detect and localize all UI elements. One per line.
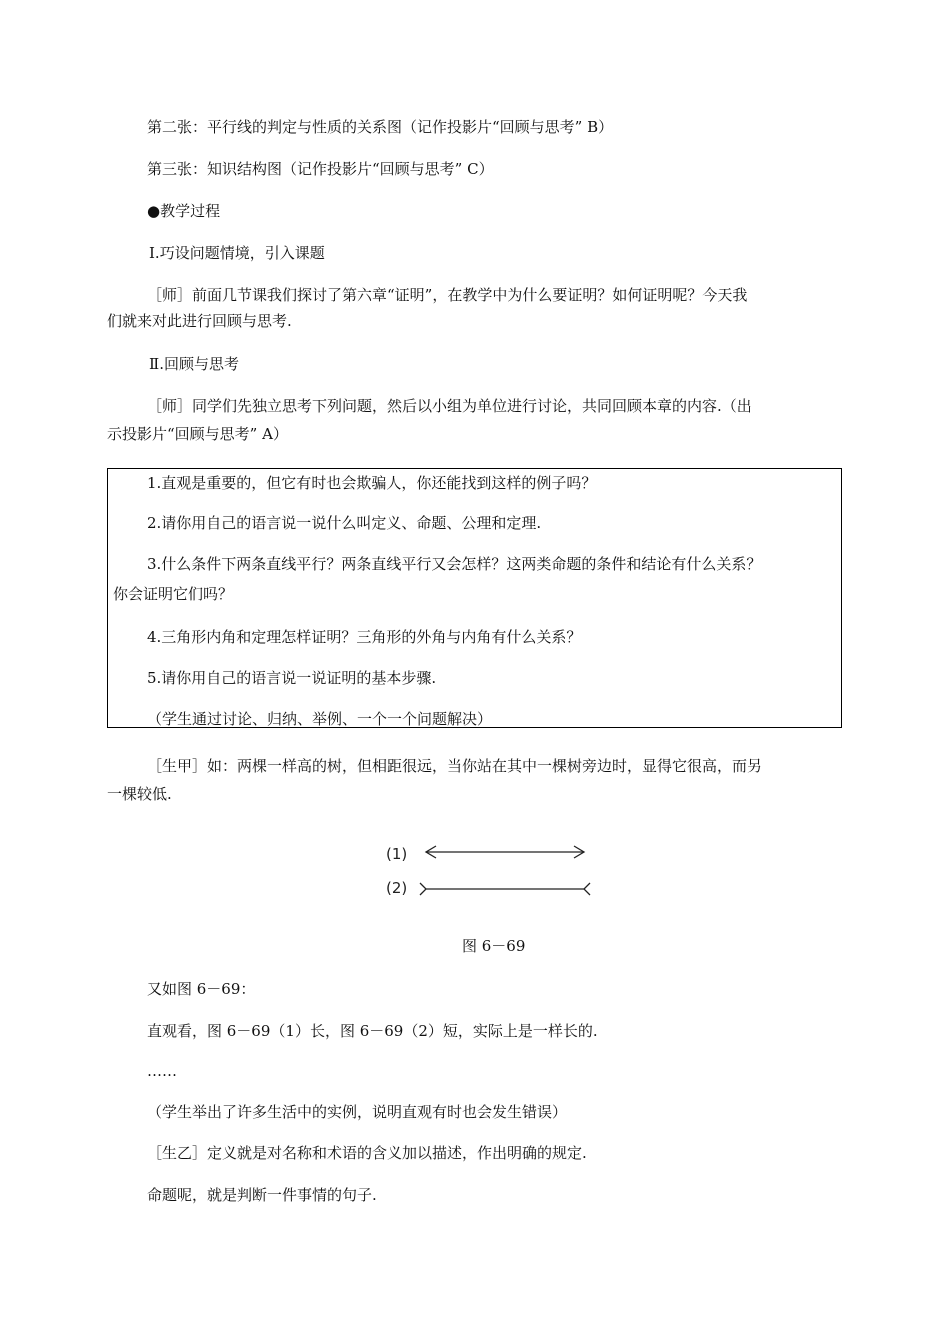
subheading-review: Ⅱ.回顾与思考 bbox=[149, 355, 239, 373]
paragraph-student-a-line1: ［生甲］如：两棵一样高的树，但相距很远，当你站在其中一棵树旁边时，显得它很高，而另 bbox=[147, 757, 763, 775]
paragraph-intuition: 直观看，图 6－69（1）长，图 6－69（2）短，实际上是一样长的. bbox=[147, 1022, 598, 1040]
figure-label-1: (1) bbox=[386, 845, 408, 863]
question-1: 1.直观是重要的，但它有时也会欺骗人，你还能找到这样的例子吗？ bbox=[147, 474, 597, 492]
figure-caption: 图 6－69 bbox=[462, 937, 526, 955]
paragraph-teacher-2-line2: 示投影片“回顾与思考” A） bbox=[107, 425, 288, 443]
line-with-tails bbox=[420, 883, 590, 895]
figure-label-2: (2) bbox=[386, 879, 408, 897]
question-4: 4.三角形内角和定理怎样证明？三角形的外角与内角有什么关系？ bbox=[147, 628, 582, 646]
muller-lyer-figure bbox=[380, 838, 600, 904]
paragraph-teacher-1-line2: 们就来对此进行回顾与思考. bbox=[107, 312, 292, 330]
question-2: 2.请你用自己的语言说一说什么叫定义、命题、公理和定理. bbox=[147, 514, 542, 532]
question-5: 5.请你用自己的语言说一说证明的基本步骤. bbox=[147, 669, 437, 687]
paragraph-see-figure: 又如图 6－69： bbox=[147, 980, 256, 998]
paragraph-student-b: ［生乙］定义就是对名称和术语的含义加以描述，作出明确的规定. bbox=[147, 1144, 587, 1162]
line-with-arrowheads bbox=[426, 846, 584, 858]
ellipsis: …… bbox=[147, 1062, 177, 1080]
paragraph-student-examples: （学生举出了许多生活中的实例，说明直观有时也会发生错误） bbox=[147, 1103, 568, 1121]
paragraph-teacher-2-line1: ［师］同学们先独立思考下列问题，然后以小组为单位进行讨论，共同回顾本章的内容.（出 bbox=[147, 397, 752, 415]
paragraph-slide-b: 第二张：平行线的判定与性质的关系图（记作投影片“回顾与思考” B） bbox=[147, 118, 614, 136]
paragraph-proposition: 命题呢，就是判断一件事情的句子. bbox=[147, 1186, 377, 1204]
paragraph-slide-c: 第三张：知识结构图（记作投影片“回顾与思考” C） bbox=[147, 160, 494, 178]
subheading-intro: Ⅰ.巧设问题情境，引入课题 bbox=[149, 244, 325, 262]
section-heading-teaching-process: ●教学过程 bbox=[147, 202, 221, 220]
paragraph-teacher-1-line1: ［师］前面几节课我们探讨了第六章“证明”，在教学中为什么要证明？如何证明呢？今天我 bbox=[147, 286, 748, 304]
question-3-line2: 你会证明它们吗？ bbox=[113, 585, 234, 603]
box-note: （学生通过讨论、归纳、举例、一个一个问题解决） bbox=[147, 710, 493, 728]
question-3-line1: 3.什么条件下两条直线平行？两条直线平行又会怎样？这两类命题的条件和结论有什么关系？ bbox=[147, 555, 762, 573]
paragraph-student-a-line2: 一棵较低. bbox=[107, 785, 172, 803]
